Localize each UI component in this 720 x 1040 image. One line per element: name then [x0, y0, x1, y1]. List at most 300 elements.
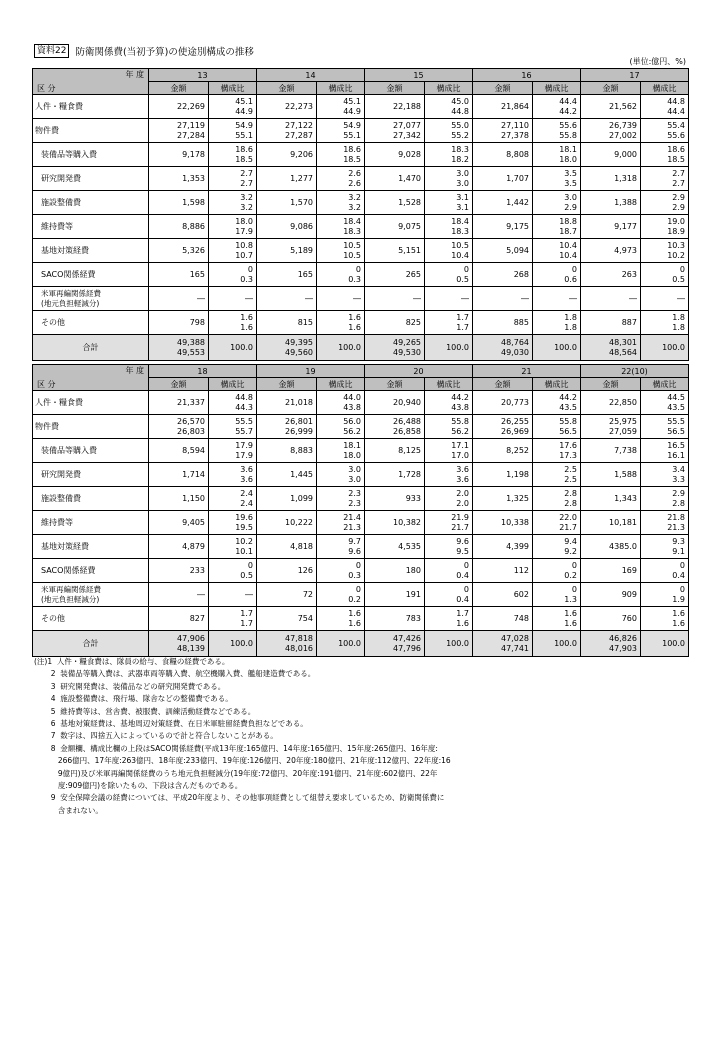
unit-label: (単位:億円、%)	[629, 57, 686, 66]
table-row	[33, 607, 689, 631]
amount-cell: 815	[257, 311, 317, 335]
amount-cell: 4,879	[149, 535, 209, 559]
total-ratio: 100.0	[425, 335, 473, 361]
amount-cell: ―	[149, 287, 209, 311]
corner-year-label: 年 度	[125, 70, 144, 79]
table-row	[33, 311, 689, 335]
ratio-cell: 16.5 16.1	[641, 439, 689, 463]
ratio-cell: 3.2 3.2	[317, 191, 365, 215]
ratio-cell: 3.0 2.9	[533, 191, 581, 215]
amount-cell: 21,018	[257, 391, 317, 415]
year-header: 22(10)	[581, 365, 689, 378]
total-row	[33, 335, 689, 361]
amount-cell: ―	[149, 583, 209, 607]
ratio-cell: 9.6 9.5	[425, 535, 473, 559]
amount-cell: 22,273	[257, 95, 317, 119]
ratio-cell: 21.8 21.3	[641, 511, 689, 535]
row-label: 米軍再編関係経費 (地元負担軽減分)	[33, 287, 149, 311]
total-amount: 49,395 49,560	[257, 335, 317, 361]
ratio-cell: 10.8 10.7	[209, 239, 257, 263]
ratio-cell: 3.0 3.0	[425, 167, 473, 191]
ratio-cell: 55.6 55.8	[533, 119, 581, 143]
ratio-cell: 18.1 18.0	[533, 143, 581, 167]
ratio-cell: 22.0 21.7	[533, 511, 581, 535]
amount-header: 金額	[473, 378, 533, 391]
amount-cell: 1,598	[149, 191, 209, 215]
ratio-cell: 19.6 19.5	[209, 511, 257, 535]
note-line: 266億円、17年度:263億円、18年度:233億円、19年度:126億円、20年度:180億円、21年度:112億円、22年度:16	[34, 756, 451, 766]
amount-cell: 1,388	[581, 191, 641, 215]
amount-cell: ―	[473, 287, 533, 311]
total-amount: 49,265 49,530	[365, 335, 425, 361]
ratio-cell: 3.5 3.5	[533, 167, 581, 191]
table-row	[33, 559, 689, 583]
amount-cell: 20,940	[365, 391, 425, 415]
amount-header: 金額	[257, 378, 317, 391]
amount-header: 金額	[257, 82, 317, 95]
note-line: 2 装備品等購入費は、武器車両等購入費、航空機購入費、艦船建造費である。	[34, 669, 316, 679]
note-line: 4 施設整備費は、飛行場、隊舎などの整備費である。	[34, 694, 233, 704]
table-row	[33, 215, 689, 239]
table-row	[33, 439, 689, 463]
amount-cell: 1,714	[149, 463, 209, 487]
amount-header: 金額	[149, 378, 209, 391]
row-label: 維持費等	[33, 511, 149, 535]
amount-cell: 22,269	[149, 95, 209, 119]
row-label: 施設整備費	[33, 487, 149, 511]
ratio-cell: 2.9 2.9	[641, 191, 689, 215]
amount-cell: 754	[257, 607, 317, 631]
corner-cell	[33, 365, 149, 391]
row-label: 物件費	[33, 119, 149, 143]
ratio-cell: 9.7 9.6	[317, 535, 365, 559]
amount-header: 金額	[581, 378, 641, 391]
table-row	[33, 167, 689, 191]
row-label: SACO関係経費	[33, 559, 149, 583]
ratio-cell: 2.7 2.7	[641, 167, 689, 191]
row-label: 維持費等	[33, 215, 149, 239]
amount-cell: 26,488 26,858	[365, 415, 425, 439]
corner-year-label: 年 度	[125, 366, 144, 375]
year-header-row	[33, 365, 689, 378]
table-row	[33, 191, 689, 215]
amount-cell: 1,470	[365, 167, 425, 191]
amount-cell: 26,739 27,002	[581, 119, 641, 143]
total-ratio: 100.0	[533, 335, 581, 361]
amount-cell: 9,175	[473, 215, 533, 239]
amount-cell: 8,886	[149, 215, 209, 239]
ratio-cell: 0 0.4	[425, 583, 473, 607]
table-row	[33, 239, 689, 263]
row-label: その他	[33, 311, 149, 335]
ratio-header: 構成比	[317, 378, 365, 391]
ratio-cell: 2.9 2.8	[641, 487, 689, 511]
ratio-cell: 2.3 2.3	[317, 487, 365, 511]
budget-table-fy13-17	[32, 68, 689, 361]
amount-header: 金額	[365, 82, 425, 95]
year-header: 17	[581, 69, 689, 82]
amount-cell: 827	[149, 607, 209, 631]
year-header: 14	[257, 69, 365, 82]
ratio-cell: 3.6 3.6	[209, 463, 257, 487]
amount-cell: 4,399	[473, 535, 533, 559]
ratio-cell: 18.1 18.0	[317, 439, 365, 463]
ratio-cell: 1.6 1.6	[209, 311, 257, 335]
ratio-cell: 44.8 44.4	[641, 95, 689, 119]
ratio-cell: ―	[533, 287, 581, 311]
amount-cell: 8,808	[473, 143, 533, 167]
amount-cell: 1,353	[149, 167, 209, 191]
ratio-cell: 18.6 18.5	[317, 143, 365, 167]
amount-cell: 1,728	[365, 463, 425, 487]
amount-cell: 268	[473, 263, 533, 287]
amount-cell: 10,222	[257, 511, 317, 535]
ratio-cell: 44.8 44.3	[209, 391, 257, 415]
corner-row-label: 区 分	[37, 84, 56, 93]
ratio-cell: 10.5 10.5	[317, 239, 365, 263]
total-ratio: 100.0	[425, 631, 473, 657]
amount-cell: 887	[581, 311, 641, 335]
table-row	[33, 415, 689, 439]
amount-cell: 5,326	[149, 239, 209, 263]
amount-cell: 4,973	[581, 239, 641, 263]
ratio-cell: 1.7 1.7	[209, 607, 257, 631]
amount-cell: 1,318	[581, 167, 641, 191]
ratio-cell: 1.6 1.6	[317, 607, 365, 631]
ratio-header: 構成比	[209, 378, 257, 391]
amount-cell: 602	[473, 583, 533, 607]
note-line: 含まれない。	[34, 805, 103, 815]
ratio-cell: 18.8 18.7	[533, 215, 581, 239]
total-amount: 47,818 48,016	[257, 631, 317, 657]
table-row	[33, 263, 689, 287]
amount-cell: 5,094	[473, 239, 533, 263]
ratio-cell: 44.2 43.5	[533, 391, 581, 415]
table-row	[33, 511, 689, 535]
document-header	[34, 44, 254, 58]
note-line: 7 数字は、四捨五入によっているので計と符合しないことがある。	[34, 731, 278, 741]
row-label: 基地対策経費	[33, 239, 149, 263]
note-line: 6 基地対策経費は、基地周辺対策経費、在日米軍駐留経費負担などである。	[34, 719, 308, 729]
ratio-cell: 2.0 2.0	[425, 487, 473, 511]
ratio-cell: 1.8 1.8	[641, 311, 689, 335]
ratio-cell: 18.3 18.2	[425, 143, 473, 167]
table-row	[33, 119, 689, 143]
ratio-cell: 55.5 55.7	[209, 415, 257, 439]
ratio-cell: 18.6 18.5	[209, 143, 257, 167]
table-row	[33, 287, 689, 311]
note-line: 8 金額欄、構成比欄の上段はSACO関係経費(平成13年度:165億円、14年度:165億円、15年度:265億円、16年度:	[34, 743, 438, 753]
ratio-cell: 1.6 1.6	[317, 311, 365, 335]
amount-cell: 165	[149, 263, 209, 287]
total-row	[33, 631, 689, 657]
amount-cell: 9,178	[149, 143, 209, 167]
budget-table-fy18-22	[32, 364, 689, 657]
ratio-cell: 45.0 44.8	[425, 95, 473, 119]
ratio-cell: 54.9 55.1	[209, 119, 257, 143]
amount-cell: 783	[365, 607, 425, 631]
ratio-header: 構成比	[533, 82, 581, 95]
amount-header: 金額	[149, 82, 209, 95]
total-ratio: 100.0	[641, 335, 689, 361]
amount-cell: 5,151	[365, 239, 425, 263]
year-header: 13	[149, 69, 257, 82]
row-label: 装備品等購入費	[33, 143, 149, 167]
amount-cell: 4,818	[257, 535, 317, 559]
amount-cell: 233	[149, 559, 209, 583]
ratio-cell: 10.3 10.2	[641, 239, 689, 263]
amount-cell: 4,535	[365, 535, 425, 559]
total-ratio: 100.0	[317, 631, 365, 657]
ratio-cell: 0 0.2	[317, 583, 365, 607]
row-label: 人件・糧食費	[33, 391, 149, 415]
total-ratio: 100.0	[209, 335, 257, 361]
year-header: 18	[149, 365, 257, 378]
ratio-cell: 3.2 3.2	[209, 191, 257, 215]
amount-cell: 8,883	[257, 439, 317, 463]
amount-cell: 909	[581, 583, 641, 607]
row-label: 人件・糧食費	[33, 95, 149, 119]
amount-cell: 9,206	[257, 143, 317, 167]
amount-cell: 9,000	[581, 143, 641, 167]
amount-cell: 8,125	[365, 439, 425, 463]
ratio-cell: 55.5 56.5	[641, 415, 689, 439]
year-header: 19	[257, 365, 365, 378]
total-ratio: 100.0	[533, 631, 581, 657]
amount-cell: 9,075	[365, 215, 425, 239]
amount-cell: 22,188	[365, 95, 425, 119]
amount-cell: 1,588	[581, 463, 641, 487]
table-row	[33, 391, 689, 415]
amount-cell: 5,189	[257, 239, 317, 263]
row-label: 研究開発費	[33, 463, 149, 487]
ratio-cell: 45.1 44.9	[317, 95, 365, 119]
amount-cell: 27,119 27,284	[149, 119, 209, 143]
amount-cell: 9,028	[365, 143, 425, 167]
ratio-cell: 0 0.3	[317, 559, 365, 583]
document-title: 防衛関係費(当初予算)の使途別構成の推移	[75, 47, 254, 58]
amount-cell: 10,382	[365, 511, 425, 535]
row-label: その他	[33, 607, 149, 631]
ratio-cell: ―	[209, 287, 257, 311]
ratio-cell: 44.4 44.2	[533, 95, 581, 119]
ratio-cell: 0 0.5	[209, 559, 257, 583]
ratio-cell: 0 0.2	[533, 559, 581, 583]
amount-cell: 180	[365, 559, 425, 583]
amount-cell: 25,975 27,059	[581, 415, 641, 439]
amount-cell: 26,801 26,999	[257, 415, 317, 439]
amount-cell: 1,150	[149, 487, 209, 511]
amount-cell: 1,528	[365, 191, 425, 215]
ratio-header: 構成比	[641, 378, 689, 391]
total-label: 合計	[33, 335, 149, 361]
ratio-cell: 17.9 17.9	[209, 439, 257, 463]
year-header-row	[33, 69, 689, 82]
total-amount: 47,906 48,139	[149, 631, 209, 657]
ratio-cell: ―	[641, 287, 689, 311]
ratio-cell: 2.7 2.7	[209, 167, 257, 191]
note-line: 9 安全保障会議の経費については、平成20年度より、その他事項経費として組替え要求しているため、防衛関係費に	[34, 793, 445, 803]
amount-cell: 1,570	[257, 191, 317, 215]
ratio-cell: 3.0 3.0	[317, 463, 365, 487]
note-line: 5 維持費等は、営舎費、被服費、訓練活動経費などである。	[34, 706, 256, 716]
amount-cell: 1,099	[257, 487, 317, 511]
ratio-cell: 0 1.9	[641, 583, 689, 607]
corner-cell	[33, 69, 149, 95]
amount-cell: ―	[257, 287, 317, 311]
note-line: 9億円)及び米軍再編関係経費のうち地元負担軽減分(19年度:72億円、20年度:191億円、21年度:602億円、22年	[34, 768, 438, 778]
ratio-cell: 18.6 18.5	[641, 143, 689, 167]
ratio-cell: 0 0.4	[641, 559, 689, 583]
row-label: 基地対策経費	[33, 535, 149, 559]
ratio-cell: 21.4 21.3	[317, 511, 365, 535]
ratio-cell: ―	[317, 287, 365, 311]
amount-header: 金額	[473, 82, 533, 95]
table-row	[33, 535, 689, 559]
amount-cell: 1,325	[473, 487, 533, 511]
ratio-header: 構成比	[533, 378, 581, 391]
amount-cell: 825	[365, 311, 425, 335]
ratio-cell: 55.8 56.5	[533, 415, 581, 439]
ratio-cell: 10.2 10.1	[209, 535, 257, 559]
document-label: 資料22	[34, 44, 69, 58]
amount-cell: 748	[473, 607, 533, 631]
total-amount: 49,388 49,553	[149, 335, 209, 361]
amount-cell: 885	[473, 311, 533, 335]
row-label: 装備品等購入費	[33, 439, 149, 463]
total-ratio: 100.0	[317, 335, 365, 361]
amount-cell: 9,405	[149, 511, 209, 535]
amount-cell: 112	[473, 559, 533, 583]
note-line: 度:909億円)を除いたもの、下段は含んだものである。	[34, 781, 243, 791]
table-row	[33, 583, 689, 607]
ratio-cell: 21.9 21.7	[425, 511, 473, 535]
amount-cell: 21,337	[149, 391, 209, 415]
amount-cell: 21,864	[473, 95, 533, 119]
ratio-cell: 3.1 3.1	[425, 191, 473, 215]
ratio-cell: 45.1 44.9	[209, 95, 257, 119]
amount-cell: 191	[365, 583, 425, 607]
amount-cell: 760	[581, 607, 641, 631]
ratio-cell: 2.4 2.4	[209, 487, 257, 511]
total-label: 合計	[33, 631, 149, 657]
ratio-cell: 44.2 43.8	[425, 391, 473, 415]
amount-cell: 169	[581, 559, 641, 583]
ratio-cell: 1.7 1.6	[425, 607, 473, 631]
ratio-cell: 18.0 17.9	[209, 215, 257, 239]
ratio-cell: 3.4 3.3	[641, 463, 689, 487]
amount-cell: 1,442	[473, 191, 533, 215]
amount-cell: 1,707	[473, 167, 533, 191]
amount-header: 金額	[581, 82, 641, 95]
ratio-cell: 18.4 18.3	[425, 215, 473, 239]
amount-cell: 4385.0	[581, 535, 641, 559]
ratio-cell: 9.3 9.1	[641, 535, 689, 559]
amount-cell: 21,562	[581, 95, 641, 119]
amount-cell: 27,110 27,378	[473, 119, 533, 143]
ratio-cell: 17.1 17.0	[425, 439, 473, 463]
amount-cell: 8,594	[149, 439, 209, 463]
notes-section	[34, 656, 694, 817]
amount-cell: 1,277	[257, 167, 317, 191]
amount-cell: ―	[581, 287, 641, 311]
ratio-cell: 18.4 18.3	[317, 215, 365, 239]
ratio-cell: ―	[209, 583, 257, 607]
ratio-cell: 9.4 9.2	[533, 535, 581, 559]
amount-cell: 263	[581, 263, 641, 287]
ratio-cell: 3.6 3.6	[425, 463, 473, 487]
year-header: 16	[473, 69, 581, 82]
table-row	[33, 143, 689, 167]
ratio-cell: 19.0 18.9	[641, 215, 689, 239]
ratio-cell: 0 0.3	[209, 263, 257, 287]
ratio-cell: 10.5 10.4	[425, 239, 473, 263]
amount-cell: 22,850	[581, 391, 641, 415]
table-row	[33, 95, 689, 119]
ratio-cell: 17.6 17.3	[533, 439, 581, 463]
year-header: 20	[365, 365, 473, 378]
ratio-cell: 0 0.3	[317, 263, 365, 287]
ratio-header: 構成比	[209, 82, 257, 95]
ratio-header: 構成比	[641, 82, 689, 95]
ratio-cell: 0 0.5	[641, 263, 689, 287]
ratio-header: 構成比	[425, 82, 473, 95]
ratio-cell: 55.0 55.2	[425, 119, 473, 143]
ratio-cell: 1.6 1.6	[641, 607, 689, 631]
amount-cell: 1,198	[473, 463, 533, 487]
amount-cell: 26,570 26,803	[149, 415, 209, 439]
total-amount: 47,426 47,796	[365, 631, 425, 657]
amount-cell: 10,338	[473, 511, 533, 535]
amount-cell: 7,738	[581, 439, 641, 463]
amount-header: 金額	[365, 378, 425, 391]
table-row	[33, 463, 689, 487]
ratio-cell: 1.8 1.8	[533, 311, 581, 335]
amount-cell: 27,122 27,287	[257, 119, 317, 143]
ratio-cell: 1.7 1.7	[425, 311, 473, 335]
amount-cell: 27,077 27,342	[365, 119, 425, 143]
ratio-cell: 0 0.5	[425, 263, 473, 287]
row-label: 米軍再編関係経費 (地元負担軽減分)	[33, 583, 149, 607]
amount-cell: ―	[365, 287, 425, 311]
amount-cell: 933	[365, 487, 425, 511]
amount-cell: 8,252	[473, 439, 533, 463]
ratio-cell: 54.9 55.1	[317, 119, 365, 143]
amount-cell: 798	[149, 311, 209, 335]
amount-cell: 26,255 26,969	[473, 415, 533, 439]
year-header: 21	[473, 365, 581, 378]
amount-cell: 9,177	[581, 215, 641, 239]
total-ratio: 100.0	[641, 631, 689, 657]
ratio-cell: 0 1.3	[533, 583, 581, 607]
ratio-cell: 2.8 2.8	[533, 487, 581, 511]
ratio-header: 構成比	[317, 82, 365, 95]
row-label: 研究開発費	[33, 167, 149, 191]
ratio-cell: 0 0.6	[533, 263, 581, 287]
ratio-cell: 0 0.4	[425, 559, 473, 583]
row-label: 施設整備費	[33, 191, 149, 215]
ratio-cell: 2.5 2.5	[533, 463, 581, 487]
total-amount: 47,028 47,741	[473, 631, 533, 657]
amount-cell: 1,445	[257, 463, 317, 487]
amount-cell: 126	[257, 559, 317, 583]
amount-cell: 9,086	[257, 215, 317, 239]
ratio-cell: 55.4 55.6	[641, 119, 689, 143]
total-ratio: 100.0	[209, 631, 257, 657]
amount-cell: 72	[257, 583, 317, 607]
amount-cell: 165	[257, 263, 317, 287]
amount-cell: 20,773	[473, 391, 533, 415]
